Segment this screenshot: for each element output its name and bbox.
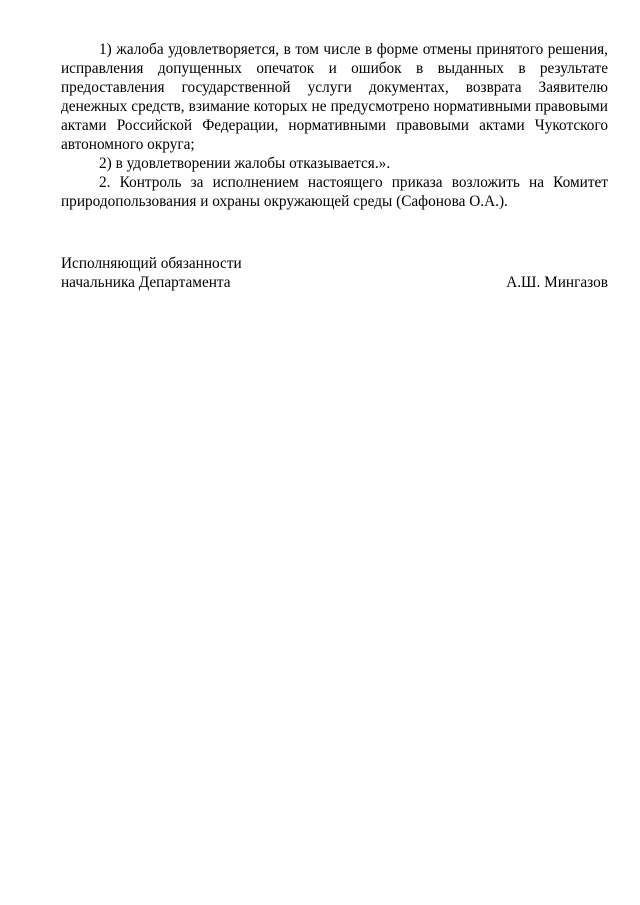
signatory-name: А.Ш. Мингазов <box>506 274 608 291</box>
document-body <box>61 40 608 211</box>
paragraph-complaint-satisfied: 1) жалоба удовлетворяется, в том числе в форме отмены принятого решения, исправления допущенных опечаток и ошибок в выданных в результате предоставления государственной услуги документах, возврата Заявителю денежных средств, взимание которых не предусмотрено нормативными правовыми актами Российской Федерации, нормативными правовыми актами Чукотского автономного округа; <box>61 41 608 153</box>
signatory-position-line2: начальника Департамента <box>61 274 231 291</box>
signature-block <box>61 254 608 292</box>
paragraph-control-clause: 2. Контроль за исполнением настоящего приказа возложить на Комитет природопользования и охраны окружающей среды (Сафонова О.А.). <box>61 174 608 210</box>
signatory-position-line1: Исполняющий обязанности <box>61 255 242 272</box>
paragraph-complaint-rejected: 2) в удовлетворении жалобы отказывается.». <box>99 155 391 172</box>
